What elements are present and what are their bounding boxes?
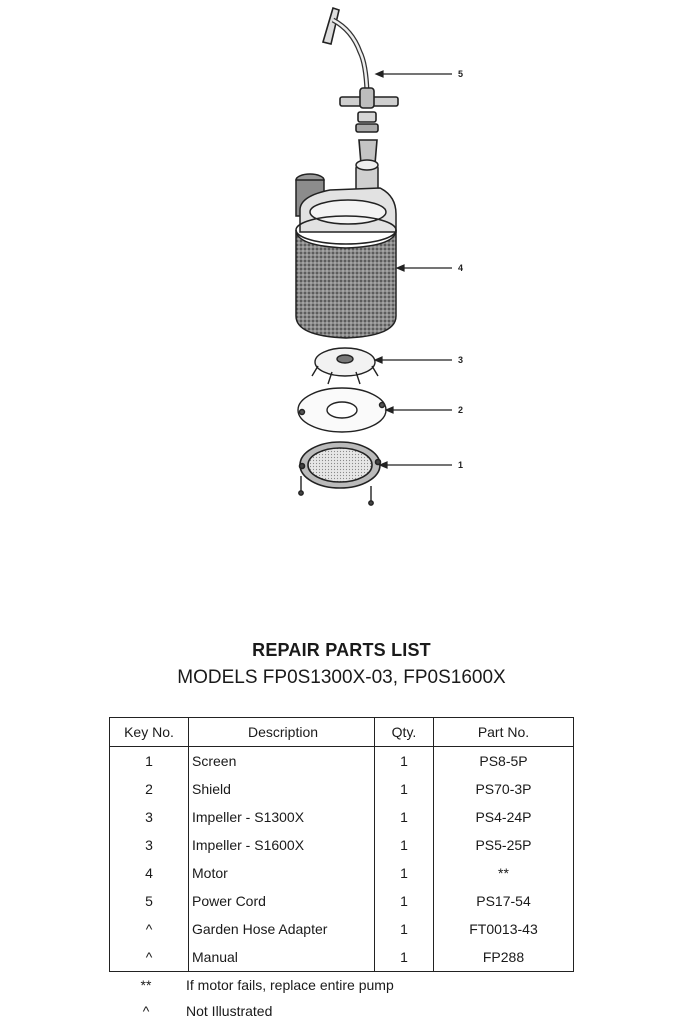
cell-qty: 1 xyxy=(375,803,434,831)
callout-label: 2 xyxy=(458,405,464,415)
cell-part-no: PS5-25P xyxy=(475,837,532,853)
table-row xyxy=(110,915,574,943)
table-row xyxy=(110,831,574,859)
cell-qty: 1 xyxy=(375,831,434,859)
cell-description: Power Cord xyxy=(189,887,375,915)
table-header-row xyxy=(110,718,574,747)
cell-qty: 1 xyxy=(375,859,434,887)
cell-part-no: ** xyxy=(498,865,509,881)
cell-key: 4 xyxy=(110,859,189,887)
cell-key: 3 xyxy=(110,831,189,859)
cell-qty: 1 xyxy=(375,915,434,943)
footnote-symbol: ** xyxy=(140,977,152,993)
cell-description: Shield xyxy=(189,775,375,803)
table-row xyxy=(110,943,574,972)
cell-part-no: FP288 xyxy=(482,949,525,965)
cell-key: 3 xyxy=(110,803,189,831)
screen-part xyxy=(300,442,381,488)
cell-key: 5 xyxy=(110,887,189,915)
header-key-no: Key No. xyxy=(110,718,189,747)
power-cord-part xyxy=(323,8,398,167)
cell-description: Garden Hose Adapter xyxy=(189,915,375,943)
footnote-text: If motor fails, replace entire pump xyxy=(186,977,394,993)
table-row xyxy=(110,887,574,915)
cell-part-no: PS17-54 xyxy=(476,893,531,909)
header-qty: Qty. xyxy=(375,718,434,747)
callout-label: 4 xyxy=(458,263,464,273)
cell-part-no: PS8-5P xyxy=(479,753,528,769)
parts-table xyxy=(109,717,574,972)
cell-key: 1 xyxy=(110,747,189,776)
cell-description: Motor xyxy=(189,859,375,887)
table-row xyxy=(110,859,574,887)
cell-part-no: FT0013-43 xyxy=(469,921,538,937)
page-title: REPAIR PARTS LIST xyxy=(252,640,431,660)
cell-qty: 1 xyxy=(375,747,434,776)
cell-qty: 1 xyxy=(375,943,434,972)
cell-qty: 1 xyxy=(375,887,434,915)
motor-housing-part xyxy=(296,160,396,338)
callout-label: 5 xyxy=(458,69,464,79)
callout-label: 3 xyxy=(458,355,464,365)
footnote-text: Not Illustrated xyxy=(186,1003,273,1019)
impeller-part xyxy=(312,348,378,384)
cell-description: Impeller - S1300X xyxy=(189,803,375,831)
footnote-not-illustrated xyxy=(136,1003,556,1023)
models-subtitle: MODELS FP0S1300X-03, FP0S1600X xyxy=(177,667,506,688)
cell-description: Impeller - S1600X xyxy=(189,831,375,859)
cell-qty: 1 xyxy=(375,775,434,803)
cell-description: Screen xyxy=(189,747,375,776)
cell-part-no: PS70-3P xyxy=(475,781,532,797)
callout-label: 1 xyxy=(458,460,464,470)
cell-description: Manual xyxy=(189,943,375,972)
table-row xyxy=(110,803,574,831)
cell-key: ^ xyxy=(110,943,189,972)
table-row xyxy=(110,775,574,803)
table-row xyxy=(110,747,574,776)
header-part-no: Part No. xyxy=(434,718,574,747)
cell-part-no: PS4-24P xyxy=(475,809,532,825)
cell-key: 2 xyxy=(110,775,189,803)
footnote-motor xyxy=(136,977,556,997)
shield-part xyxy=(298,388,386,432)
footnote-symbol: ^ xyxy=(142,1003,150,1019)
cell-key: ^ xyxy=(110,915,189,943)
header-description: Description xyxy=(189,718,375,747)
